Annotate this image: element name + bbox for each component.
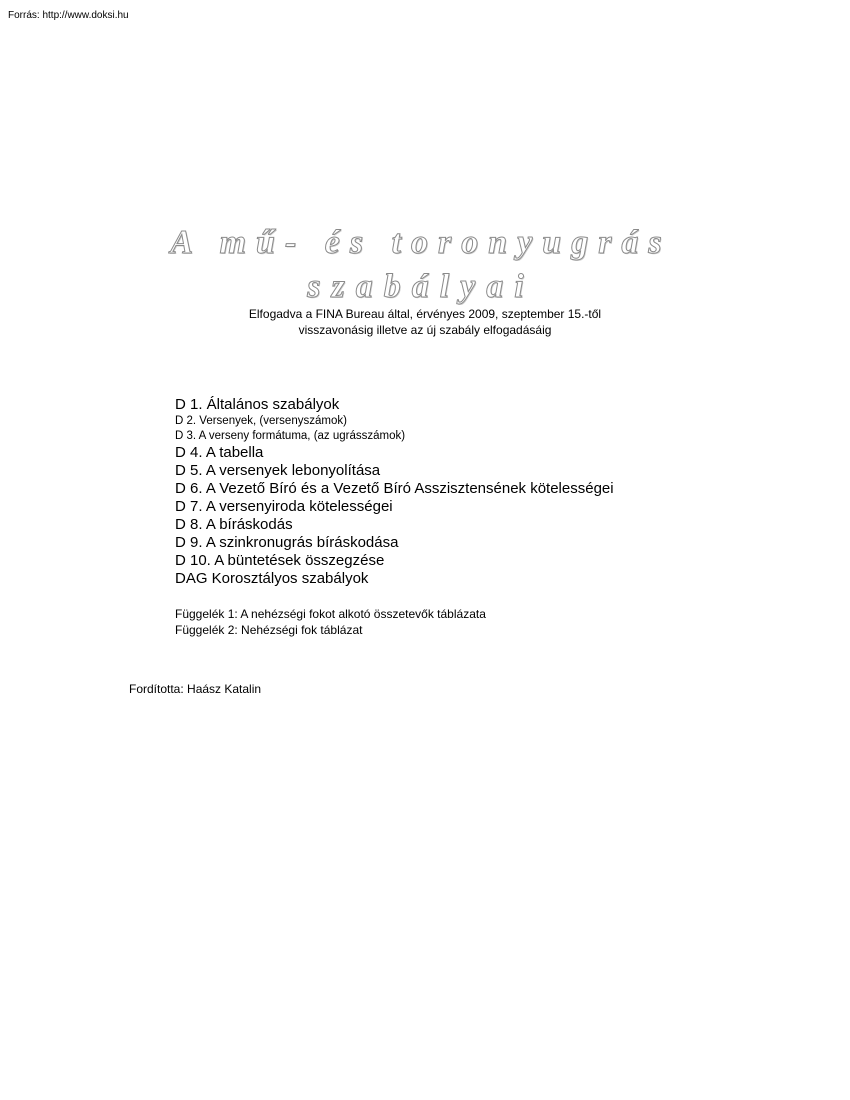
- toc-item-d10: D 10. A büntetések összegzése: [175, 552, 385, 569]
- toc-item-d4: D 4. A tabella: [175, 444, 264, 461]
- toc-item-d7: D 7. A versenyiroda kötelességei: [175, 498, 393, 515]
- title-line-2: szabályai: [307, 267, 535, 305]
- adoption-note: [0, 306, 850, 338]
- toc-item-d2: D 2. Versenyek, (versenyszámok): [175, 415, 347, 427]
- adoption-note-line-1: Elfogadva a FINA Bureau által, érvényes 2009, szeptember 15.-től: [248, 307, 602, 321]
- appendix-item-1: Függelék 1: A nehézségi fokot alkotó összetevők táblázata: [175, 607, 486, 621]
- toc-item-d3: D 3. A verseny formátuma, (az ugrásszámok): [175, 430, 406, 442]
- table-of-contents: [175, 396, 614, 588]
- toc-item-d6: D 6. A Vezető Bíró és a Vezető Bíró Asszisztensének kötelességei: [175, 480, 614, 497]
- toc-item-d8: D 8. A bíráskodás: [175, 516, 293, 533]
- adoption-note-line-2: visszavonásig illetve az új szabály elfogadásáig: [298, 323, 552, 337]
- toc-item-d9: D 9. A szinkronugrás bíráskodása: [175, 534, 399, 551]
- document-title: [0, 221, 842, 309]
- toc-item-d5: D 5. A versenyek lebonyolítása: [175, 462, 381, 479]
- source-url-line: Forrás: http://www.doksi.hu: [8, 10, 129, 21]
- appendix-list: [175, 606, 486, 638]
- toc-item-dag: DAG Korosztályos szabályok: [175, 570, 369, 587]
- translator-credit: Fordította: Haász Katalin: [129, 682, 262, 696]
- appendix-item-2: Függelék 2: Nehézségi fok táblázat: [175, 623, 363, 637]
- title-line-1: A mű- és toronyugrás: [170, 223, 672, 261]
- toc-item-d1: D 1. Általános szabályok: [175, 396, 340, 413]
